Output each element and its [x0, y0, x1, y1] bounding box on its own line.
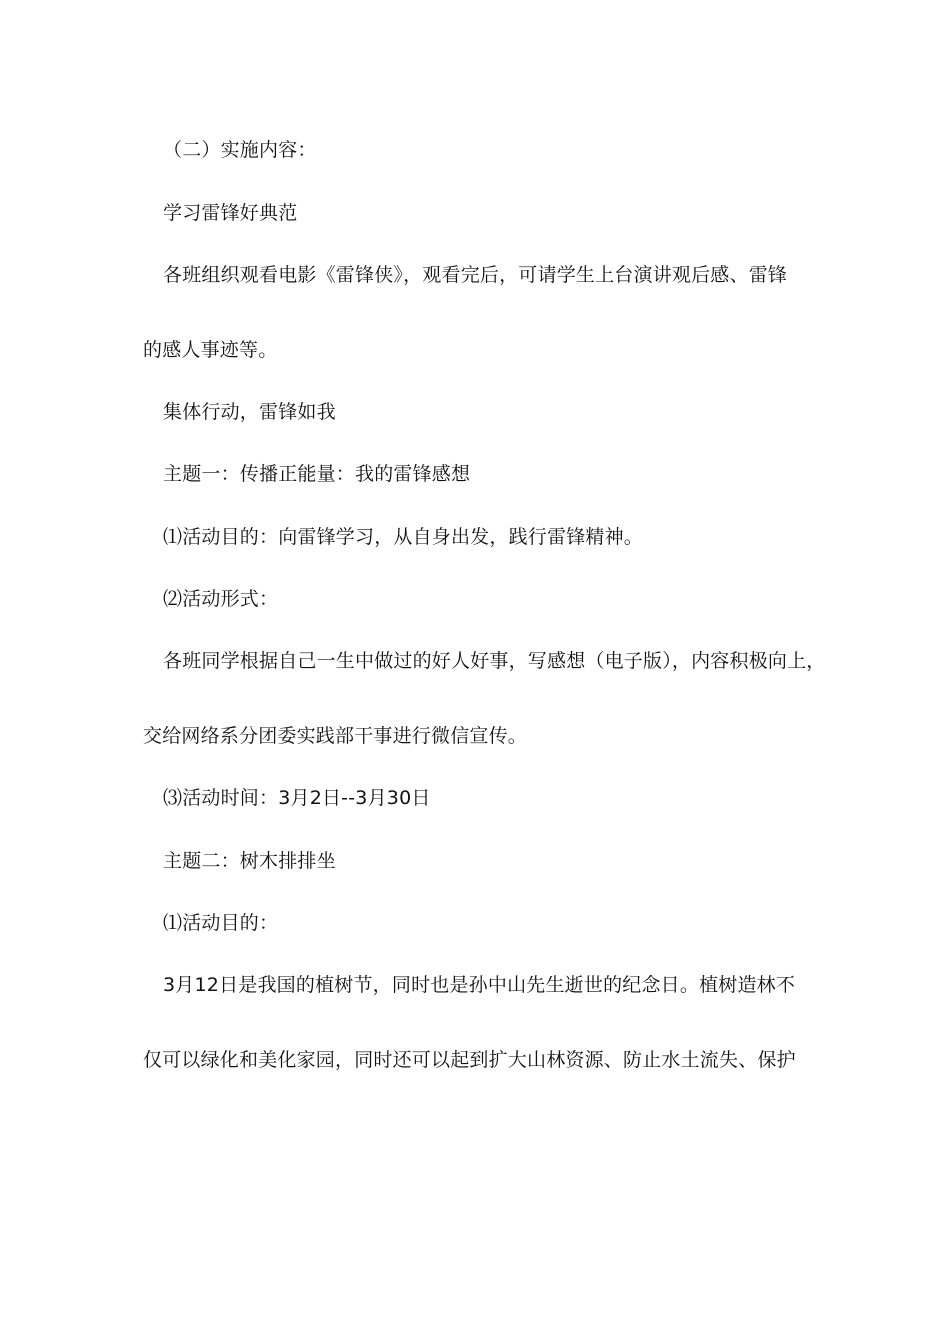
paragraph-line: 仅可以绿化和美化家园，同时还可以起到扩大山林资源、防止水土流失、保护 — [143, 1049, 796, 1071]
list-item: ⑵活动形式： — [163, 588, 279, 610]
topic-heading: 主题二：树木排排坐 — [163, 850, 336, 872]
paragraph-line: 各班同学根据自己一生中做过的好人好事，写感想（电子版），内容积极向上， — [163, 650, 826, 672]
subheading: 学习雷锋好典范 — [163, 202, 298, 224]
list-item: ⑶活动时间：3月2日--3月30日 — [163, 787, 431, 809]
paragraph-line: 3月12日是我国的植树节，同时也是孙中山先生逝世的纪念日。植树造林不 — [163, 974, 796, 996]
paragraph-line: 各班组织观看电影《雷锋侠》，观看完后，可请学生上台演讲观后感、雷锋 — [163, 264, 788, 286]
paragraph-line: 交给网络系分团委实践部干事进行微信宣传。 — [143, 725, 528, 747]
list-item: ⑴活动目的： — [163, 912, 279, 934]
paragraph-line: 的感人事迹等。 — [143, 339, 278, 361]
list-item: ⑴活动目的：向雷锋学习，从自身出发，践行雷锋精神。 — [163, 526, 644, 548]
subheading: 集体行动，雷锋如我 — [163, 401, 336, 423]
section-heading: （二）实施内容： — [163, 139, 317, 161]
topic-heading: 主题一：传播正能量：我的雷锋感想 — [163, 463, 471, 485]
